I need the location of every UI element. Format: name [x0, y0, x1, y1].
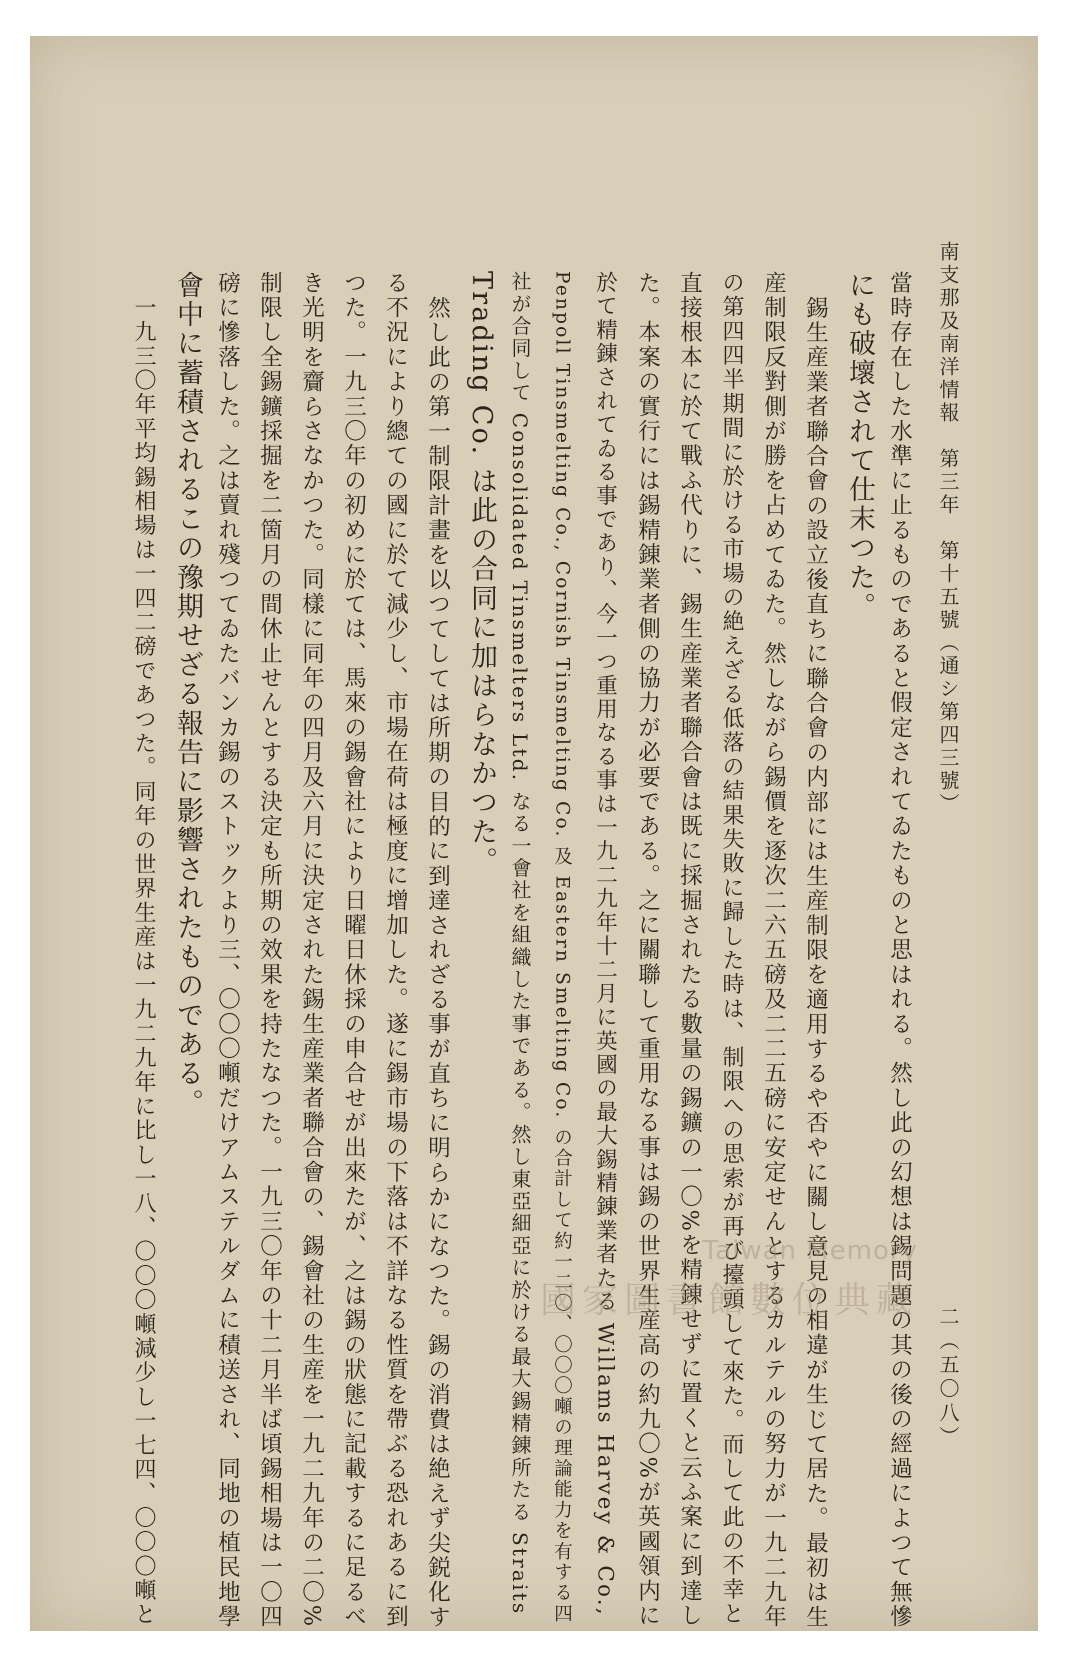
text-column: る不況により總ての國に於て減少し、市場在荷は極度に增加した。遂に錫市場の下落は不詳なる性質を帶ぶる恐れあるに到 [382, 271, 409, 1630]
text-column: 會中に蓄積されるこの豫期せざる報告に影響されたものである。 [172, 271, 203, 1118]
running-header: 南支那及南洋情報 第三年 第十五號（通シ第四三號） [936, 241, 960, 816]
text-column: Trading Co. は此の合同に加はらなかつた。 [466, 271, 497, 876]
text-column: 錫生産業者聯合會の設立後直ちに聯合會の内部には生産制限を適用するや否やに關し意見の相違が生じて居た。最初は生 [802, 296, 829, 1630]
text-column: た。本案の實行には錫精錬業者側の協力が必要である。之に關聯して重用なる事は錫の世界生産高の約九〇%が英國領内に [634, 271, 661, 1629]
text-column: の第四四半期間に於ける市場の絶えざる低落の結果失敗に歸した時は、制限への思索が再び擡頭して來た。而して此の不幸と [719, 271, 744, 1627]
watermark-cjk: 國家圖書館數位典藏 [539, 1280, 918, 1321]
text-column: 社が合同して Consolidated Tinsmelters Ltd. なる一會社を組織した事である。然し東亞細亞に於ける最大錫精錬所たる Straits [508, 271, 532, 1616]
scanned-page [30, 36, 1038, 1631]
text-column: 産制限反對側が勝を占めてゐた。然しながら錫價を逐次二六五磅及二二五磅に安定せんとするカルテルの努力が一九二九年 [760, 271, 787, 1630]
text-column: 制限し全錫鑛採掘を二箇月の間休止せんとする決定も所期の效果を持たなつた。一九三〇年の十二月半ば頃錫相場は一〇四 [256, 271, 283, 1630]
page-number: 二（五〇八） [936, 1306, 960, 1450]
text-column: 當時存在した水準に止るものであると假定されてゐたものと思はれる。然し此の幻想は錫問題の其の後の經過によつて無慘 [886, 271, 913, 1630]
text-column: 直接根本に於て戰ふ代りに、錫生産業者聯合會は既に採掘されたる數量の錫鑛の一〇%を精錬せずに置くと云ふ案に到達し [676, 271, 703, 1629]
text-column: 一九三〇年平均錫相場は一四二磅であつた。同年の世界生産は一九二九年に比し一八、〇〇〇噸減少し一七四、〇〇〇噸と [131, 296, 156, 1627]
text-column: き光明を齎らさなかつた。同樣に同年の四月及六月に決定された錫生産業者聯合會の、錫會社の生産を一九二九年の二〇% [298, 271, 325, 1629]
library-watermark [540, 1236, 918, 1323]
text-column: にも破壞されて仕末つた。 [844, 271, 875, 622]
text-column: つた。一九三〇年の初めに於ては、馬來の錫會社により日曜日休採の申合せが出來たが、之は錫の狀態に記載するに足るべ [340, 271, 367, 1630]
text-column: 然し此の第一制限計畫を以つてしては所期の目的に到達されざる事が直ちに明らかになつた。錫の消費は絶えず尖鋭化す [424, 296, 451, 1630]
text-column: Penpoll Tinsmelting Co., Cornish Tinsmelting Co. 及 Eastern Smelting Co. の合計して約一二〇、〇〇〇噸の理論能力を有する四 [551, 271, 573, 1625]
text-column: 於て精錬されてゐる事であり、今一つ重用なる事は一九二九年十二月に英國の最大錫精錬業者たる Willams Harvey & Co., [592, 271, 618, 1617]
text-column: 磅に慘落した。之は賣れ殘つてゐたバンカ錫のストックより三、〇〇〇噸だけアムステルダムに積送され、同地の植民地學 [214, 271, 241, 1630]
watermark-latin: Taiwan Memory [702, 1236, 918, 1266]
